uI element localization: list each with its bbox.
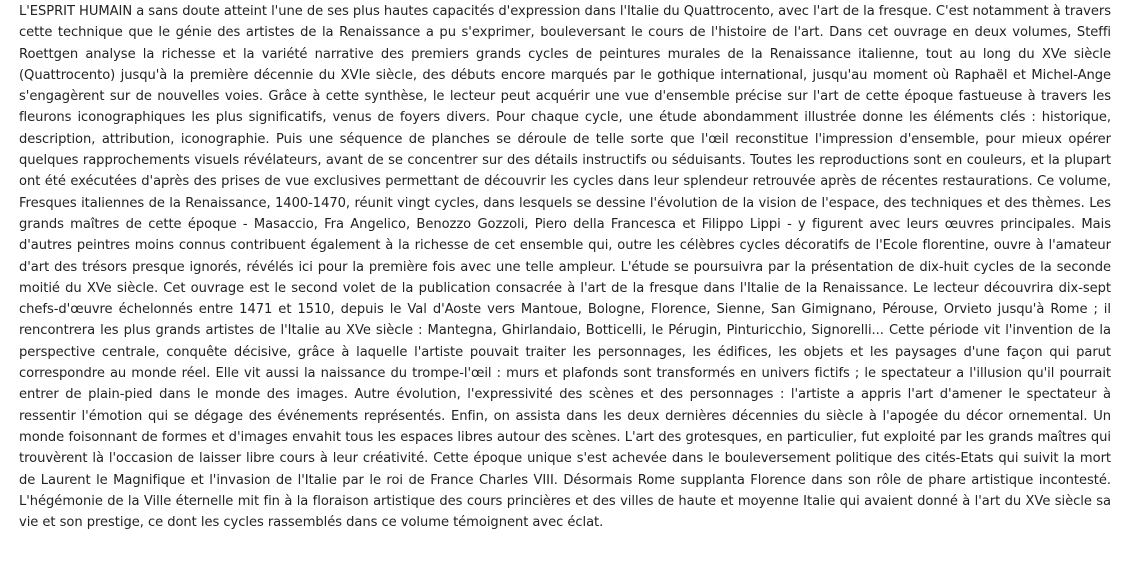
book-description-paragraph: L'ESPRIT HUMAIN a sans doute atteint l'une de ses plus hautes capacités d'expression dans l'Italie du Quattrocento, avec l'art de la fresque. C'est notamment à travers cette technique que le génie des artistes de la Renaissance a pu s'exprimer, bouleversant le cours de l'histoire de l'art. Dans cet ouvrage en deux volumes, Steffi Roettgen analyse la richesse et la variété narrative des premiers grands cycles de peintures murales de la Renaissance italienne, tout au long du XVe siècle (Quattrocento) jusqu'à la première décennie du XVIe siècle, des débuts encore marqués par le gothique international, jusqu'au moment où Raphaël et Michel-Ange s'engagèrent sur de nouvelles voies. Grâce à cette synthèse, le lecteur peut acquérir une vue d'ensemble précise sur l'art de cette époque fastueuse à travers les fleurons iconographiques les plus significatifs, venus de foyers divers. Pour chaque cycle, une étude abondamment illustrée donne les éléments clés : historique, description, attribution, iconographie. Puis une séquence de planches se déroule de telle sorte que l'œil reconstitue l'impression d'ensemble, pour mieux opérer quelques rapprochements visuels révélateurs, avant de se concentrer sur des détails instructifs ou séduisants. Toutes les reproductions sont en couleurs, et la plupart ont été exécutées d'après des prises de vue exclusives permettant de découvrir les cycles dans leur splendeur retrouvée après de récentes restaurations. Ce volume, Fresques italiennes de la Renaissance, 1400-1470, réunit vingt cycles, dans lesquels se dessine l'évolution de la vision de l'espace, des techniques et des thèmes. Les grands maîtres de cette époque - Masaccio, Fra Angelico, Benozzo Gozzoli, Piero della Francesca et Filippo Lippi - y figurent avec leurs œuvres principales. Mais d'autres peintres moins connus contribuent également à la richesse de cet ensemble qui, outre les célèbres cycles décoratifs de l'Ecole florentine, ouvre à l'amateur d'art des trésors presque ignorés, révélés ici pour la première fois avec une telle ampleur. L'étude se poursuivra par la présentation de dix-huit cycles de la seconde moitié du XVe siècle. Cet ouvrage est le second volet de la publication consacrée à l'art de la fresque dans l'Italie de la Renaissance. Le lecteur découvrira dix-sept chefs-d'œuvre échelonnés entre 1471 et 1510, depuis le Val d'Aoste vers Mantoue, Bologne, Florence, Sienne, San Gimignano, Pérouse, Orvieto jusqu'à Rome ; il rencontrera les plus grands artistes de l'Italie au XVe siècle : Mantegna, Ghirlandaio, Botticelli, le Pérugin, Pinturicchio, Signorelli... Cette période vit l'invention de la perspective centrale, conquête décisive, grâce à laquelle l'artiste pouvait traiter les personnages, les édifices, les objets et les paysages d'une façon qui parut correspondre au monde réel. Elle vit aussi la naissance du trompe-l'œil : murs et plafonds sont transformés en univers fictifs ; le spectateur a l'illusion qu'il pourrait entrer de plain-pied dans le monde des images. Autre évolution, l'expressivité des scènes et des personnages : l'artiste a appris l'art d'amener le spectateur à ressentir l'émotion qui se dégage des événements représentés. Enfin, on assista dans les deux dernières décennies du siècle à l'apogée du décor ornemental. Un monde foisonnant de formes et d'images envahit tous les espaces libres autour des scènes. L'art des grotesques, en particulier, fut exploité par les grands maîtres qui trouvèrent là l'occasion de laisser libre cours à leur créativité. Cette époque unique s'est achevée dans le bouleversement politique des cités-Etats qui suivit la mort de Laurent le Magnifique et l'invasion de l'Italie par le roi de France Charles VIII. Désormais Rome supplanta Florence dans son rôle de phare artistique incontesté. L'hégémonie de la Ville éternelle mit fin à la floraison artistique des cours princières et des villes de haute et moyenne Italie qui avaient donné à l'art du XVe siècle sa vie et son prestige, ce dont les cycles rassemblés dans ce volume témoignent avec éclat.: [19, 4, 1111, 531]
